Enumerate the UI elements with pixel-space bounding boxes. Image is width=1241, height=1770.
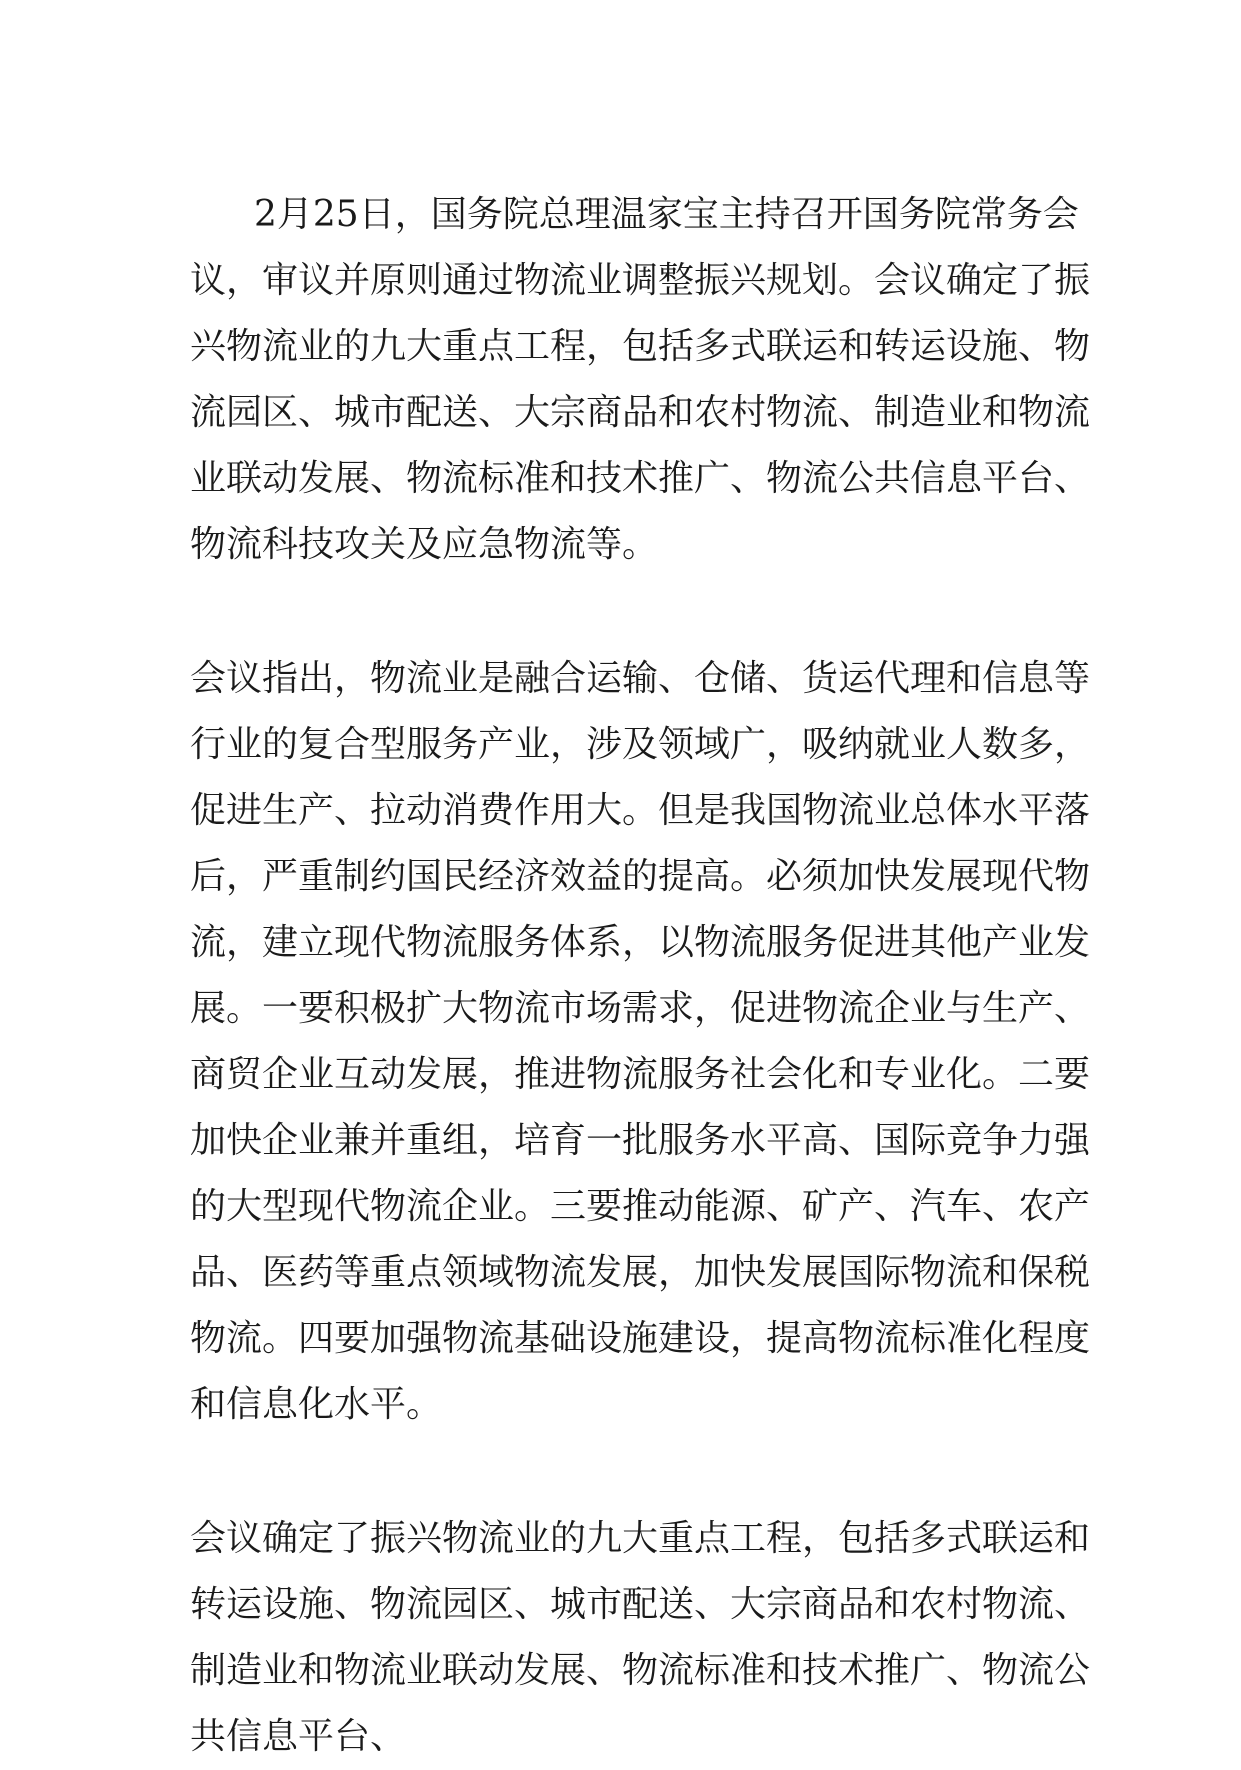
document-body [190,182,1090,1770]
paragraph-spacer [190,578,1090,646]
paragraph-2: 会议指出，物流业是融合运输、仓储、货运代理和信息等行业的复合型服务产业，涉及领域广，吸纳就业人数多，促进生产、拉动消费作用大。但是我国物流业总体水平落后，严重制约国民经济效益的提高。必须加快发展现代物流，建立现代物流服务体系，以物流服务促进其他产业发展。一要积极扩大物流市场需求，促进物流企业与生产、商贸企业互动发展，推进物流服务社会化和专业化。二要加快企业兼并重组，培育一批服务水平高、国际竞争力强的大型现代物流企业。三要推动能源、矿产、汽车、农产品、医药等重点领域物流发展，加快发展国际物流和保税物流。四要加强物流基础设施建设，提高物流标准化程度和信息化水平。 [190,658,1091,1425]
paragraph-1: 2月25日，国务院总理温家宝主持召开国务院常务会议，审议并原则通过物流业调整振兴规划。会议确定了振兴物流业的九大重点工程，包括多式联运和转运设施、物流园区、城市配送、大宗商品和农村物流、制造业和物流业联动发展、物流标准和技术推广、物流公共信息平台、物流科技攻关及应急物流等。 [190,194,1091,565]
paragraph-3: 会议确定了振兴物流业的九大重点工程，包括多式联运和转运设施、物流园区、城市配送、大宗商品和农村物流、制造业和物流业联动发展、物流标准和技术推广、物流公共信息平台、 [190,1518,1091,1757]
paragraph-spacer [190,1438,1090,1506]
